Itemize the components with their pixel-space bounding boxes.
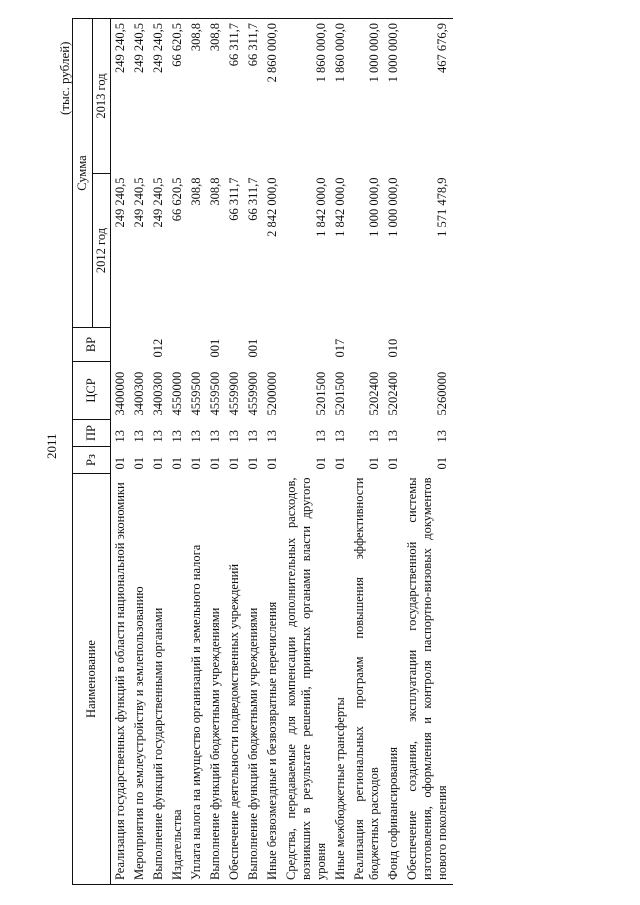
row-rz: 01 [435,457,449,470]
table-row [403,19,453,885]
row-2012: 1 000 000,0 [367,177,381,237]
row-pr: 13 [227,430,241,443]
table-row [111,19,131,885]
row-2013: 467 676,9 [403,19,453,174]
table-row [244,19,263,885]
table-row [130,19,149,885]
row-rz: 01 [113,457,127,470]
row-2012: 249 240,5 [132,177,146,228]
row-vr [282,328,331,362]
budget-table [72,18,453,885]
row-name: Средства, передаваемые для компенсации дополнительных расходов, возникших в результате решений, принятых органами власти другого уровня [282,474,331,885]
row-csr: 4559500 [208,371,222,416]
row-vr [168,328,187,362]
row-2012: 308,8 [189,177,203,206]
row-rz: 01 [227,457,241,470]
row-name: Иные межбюджетные трансферты [331,474,350,885]
row-csr: 4559900 [246,371,260,416]
header-vr: ВР [73,328,111,362]
row-rz: 01 [170,457,184,470]
row-pr: 13 [386,430,400,443]
row-csr: 4550000 [170,371,184,416]
row-2012: 66 311,7 [246,177,260,221]
row-pr: 13 [314,430,328,443]
table-row [282,19,331,885]
header-rz: Рз [73,447,111,474]
table-row [331,19,350,885]
row-name: Издательства [168,474,187,885]
row-csr: 3400300 [151,371,165,416]
row-csr: 4559900 [227,371,241,416]
row-name: Обеспечение деятельности подведомственных учреждений [225,474,244,885]
row-2013: 1 000 000,0 [350,19,384,174]
row-2013: 308,8 [206,19,225,174]
header-csr: ЦСР [73,362,111,420]
row-2012: 66 620,5 [170,177,184,222]
row-csr: 5200000 [265,371,279,416]
header-2012: 2012 год [93,174,111,328]
row-name: Обеспечение создания, эксплуатации государственной системы изготовления, оформления и контроля паспортно-визовых документов нового поколения [403,474,453,885]
row-name: Фонд софинансирования [384,474,403,885]
row-csr: 3400300 [132,371,146,416]
row-vr: 010 [386,338,400,358]
row-vr [263,328,282,362]
row-vr [111,328,131,362]
row-2013: 249 240,5 [130,19,149,174]
header-2013: 2013 год [93,19,111,174]
row-2012: 249 240,5 [151,177,165,228]
row-2013: 1 860 000,0 [331,19,350,174]
row-2012: 249 240,5 [113,177,127,228]
row-2012: 66 311,7 [227,177,241,221]
row-name: Выполнение функций бюджетными учреждениями [206,474,225,885]
header-name: Наименование [73,474,111,885]
row-vr [403,328,453,362]
row-pr: 13 [208,430,222,443]
table-row [206,19,225,885]
row-2013: 308,8 [187,19,206,174]
row-pr: 13 [435,430,449,443]
row-name: Мероприятия по землеустройству и землепользованию [130,474,149,885]
row-vr: 017 [333,338,347,358]
row-pr: 13 [265,430,279,443]
row-2013: 66 620,5 [168,19,187,174]
row-2012: 1 000 000,0 [386,177,400,237]
row-vr: 012 [151,338,165,358]
row-rz: 01 [367,457,381,470]
row-name: Реализация государственных функций в области национальной экономики [111,474,131,885]
row-csr: 5202400 [386,371,400,416]
row-vr: 001 [246,338,260,358]
table-row [168,19,187,885]
row-rz: 01 [314,457,328,470]
row-name: Реализация региональных программ повышения эффективности бюджетных расходов [350,474,384,885]
table-row [149,19,168,885]
row-pr: 13 [170,430,184,443]
row-rz: 01 [132,457,146,470]
row-2013: 1 000 000,0 [384,19,403,174]
row-name: Иные безвозмездные и безвозвратные перечисления [263,474,282,885]
row-pr: 13 [333,430,347,443]
row-2013: 66 311,7 [244,19,263,174]
row-2013: 249 240,5 [149,19,168,174]
header-pr: ПР [73,420,111,447]
row-rz: 01 [151,457,165,470]
row-csr: 5201500 [314,371,328,416]
row-rz: 01 [386,457,400,470]
row-pr: 13 [113,430,127,443]
row-name: Выполнение функций бюджетными учреждениями [244,474,263,885]
table-row [350,19,384,885]
row-2013: 2 860 000,0 [263,19,282,174]
table-row [263,19,282,885]
table-row [187,19,206,885]
header-sum: Сумма [73,19,93,328]
row-rz: 01 [265,457,279,470]
row-pr: 13 [246,430,260,443]
row-vr [130,328,149,362]
row-pr: 13 [151,430,165,443]
row-name: Выполнение функций государственными органами [149,474,168,885]
row-rz: 01 [208,457,222,470]
row-2012: 1 842 000,0 [333,177,347,237]
row-2013: 1 860 000,0 [282,19,331,174]
table-row [225,19,244,885]
units-note: (тыс. рублей) [57,41,72,115]
row-2012: 1 842 000,0 [314,177,328,237]
row-csr: 5260000 [435,371,449,416]
table-body [111,19,454,885]
row-csr: 5201500 [333,371,347,416]
row-vr: 001 [208,338,222,358]
row-rz: 01 [189,457,203,470]
row-pr: 13 [132,430,146,443]
row-vr [187,328,206,362]
row-rz: 01 [333,457,347,470]
row-2012: 308,8 [208,177,222,206]
row-pr: 13 [367,430,381,443]
row-2013: 66 311,7 [225,19,244,174]
row-vr [225,328,244,362]
row-vr [350,328,384,362]
row-csr: 4559500 [189,371,203,416]
row-rz: 01 [246,457,260,470]
row-csr: 5202400 [367,371,381,416]
page-number: 2011 [44,433,59,459]
row-csr: 3400000 [113,371,127,416]
row-2012: 1 571 478,9 [435,177,449,237]
row-pr: 13 [189,430,203,443]
table-header [73,19,111,885]
row-name: Уплата налога на имущество организаций и земельного налога [187,474,206,885]
row-2013: 249 240,5 [111,19,131,174]
row-2012: 2 842 000,0 [265,177,279,237]
table-row [384,19,403,885]
